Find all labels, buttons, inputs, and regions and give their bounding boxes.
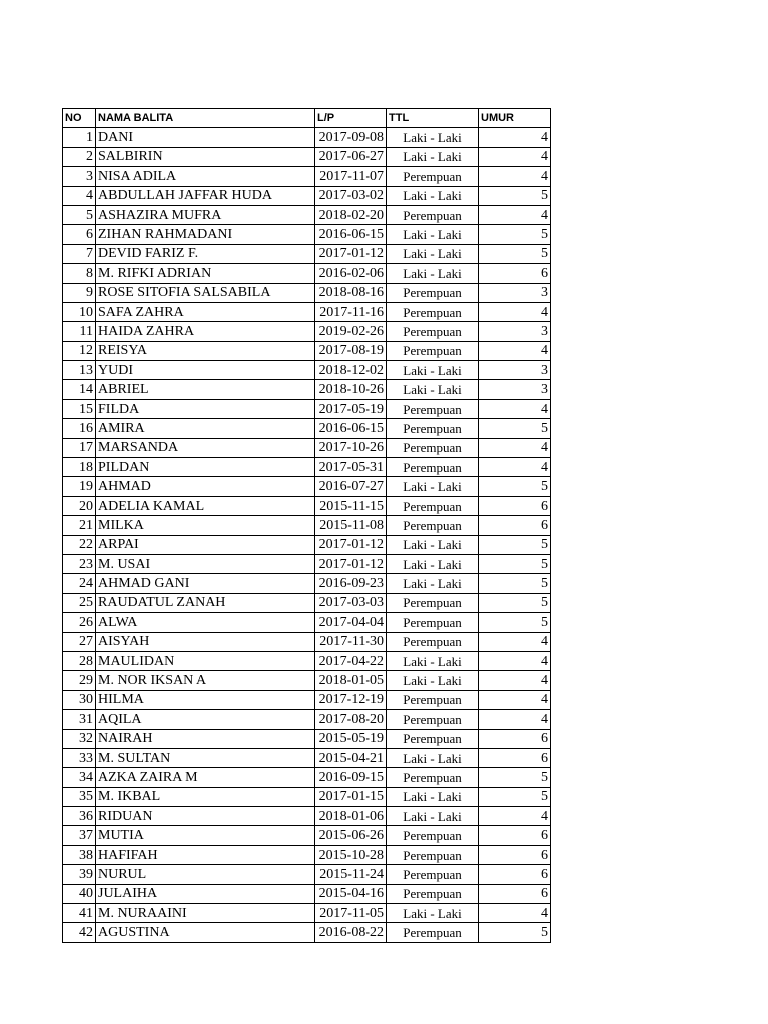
cell-nama-balita: M. RIFKI ADRIAN	[96, 264, 315, 283]
cell-lp: 2018-10-26	[315, 380, 387, 399]
cell-lp: 2016-09-23	[315, 574, 387, 593]
cell-ttl: Laki - Laki	[387, 554, 479, 573]
cell-lp: 2019-02-26	[315, 322, 387, 341]
cell-umur: 4	[479, 651, 551, 670]
cell-ttl: Perempuan	[387, 884, 479, 903]
cell-lp: 2018-02-20	[315, 205, 387, 224]
cell-no: 16	[63, 419, 96, 438]
cell-nama-balita: ALWA	[96, 613, 315, 632]
cell-umur: 5	[479, 477, 551, 496]
cell-ttl: Laki - Laki	[387, 186, 479, 205]
cell-lp: 2016-06-15	[315, 225, 387, 244]
cell-ttl: Perempuan	[387, 826, 479, 845]
table-row	[63, 147, 551, 166]
cell-no: 41	[63, 904, 96, 923]
cell-ttl: Laki - Laki	[387, 380, 479, 399]
cell-ttl: Laki - Laki	[387, 225, 479, 244]
cell-nama-balita: JULAIHA	[96, 884, 315, 903]
cell-umur: 5	[479, 787, 551, 806]
cell-ttl: Perempuan	[387, 496, 479, 515]
cell-no: 11	[63, 322, 96, 341]
cell-ttl: Laki - Laki	[387, 807, 479, 826]
table-row	[63, 593, 551, 612]
cell-nama-balita: SALBIRIN	[96, 147, 315, 166]
cell-nama-balita: M. NOR IKSAN A	[96, 671, 315, 690]
cell-lp: 2017-04-22	[315, 651, 387, 670]
cell-ttl: Laki - Laki	[387, 361, 479, 380]
cell-ttl: Perempuan	[387, 593, 479, 612]
cell-ttl: Perempuan	[387, 845, 479, 864]
cell-no: 34	[63, 768, 96, 787]
cell-no: 31	[63, 710, 96, 729]
cell-lp: 2017-09-08	[315, 128, 387, 147]
cell-ttl: Perempuan	[387, 438, 479, 457]
cell-nama-balita: MILKA	[96, 516, 315, 535]
header-no: NO	[63, 109, 96, 128]
cell-lp: 2016-08-22	[315, 923, 387, 942]
cell-nama-balita: ABDULLAH JAFFAR HUDA	[96, 186, 315, 205]
cell-no: 33	[63, 748, 96, 767]
cell-nama-balita: AZKA ZAIRA M	[96, 768, 315, 787]
cell-nama-balita: M. IKBAL	[96, 787, 315, 806]
cell-no: 22	[63, 535, 96, 554]
cell-lp: 2015-11-08	[315, 516, 387, 535]
cell-ttl: Laki - Laki	[387, 128, 479, 147]
cell-lp: 2018-08-16	[315, 283, 387, 302]
cell-nama-balita: HAFIFAH	[96, 845, 315, 864]
cell-umur: 4	[479, 710, 551, 729]
table-row	[63, 535, 551, 554]
table-row	[63, 807, 551, 826]
cell-lp: 2017-05-19	[315, 399, 387, 418]
table-row	[63, 904, 551, 923]
cell-no: 29	[63, 671, 96, 690]
cell-lp: 2017-01-12	[315, 535, 387, 554]
cell-no: 20	[63, 496, 96, 515]
cell-umur: 4	[479, 632, 551, 651]
table-row	[63, 826, 551, 845]
cell-nama-balita: MUTIA	[96, 826, 315, 845]
cell-nama-balita: ADELIA KAMAL	[96, 496, 315, 515]
cell-ttl: Perempuan	[387, 341, 479, 360]
cell-lp: 2017-08-19	[315, 341, 387, 360]
cell-nama-balita: PILDAN	[96, 458, 315, 477]
table-row	[63, 865, 551, 884]
cell-no: 5	[63, 205, 96, 224]
cell-nama-balita: YUDI	[96, 361, 315, 380]
cell-nama-balita: FILDA	[96, 399, 315, 418]
cell-ttl: Perempuan	[387, 205, 479, 224]
table-row	[63, 302, 551, 321]
cell-ttl: Perempuan	[387, 690, 479, 709]
header-row	[63, 109, 551, 128]
header-nama-balita: NAMA BALITA	[96, 109, 315, 128]
cell-lp: 2017-06-27	[315, 147, 387, 166]
cell-ttl: Laki - Laki	[387, 651, 479, 670]
cell-no: 19	[63, 477, 96, 496]
cell-no: 25	[63, 593, 96, 612]
cell-lp: 2015-11-15	[315, 496, 387, 515]
cell-umur: 5	[479, 535, 551, 554]
cell-lp: 2017-01-12	[315, 554, 387, 573]
cell-lp: 2017-11-16	[315, 302, 387, 321]
cell-nama-balita: DANI	[96, 128, 315, 147]
cell-ttl: Perempuan	[387, 458, 479, 477]
table-row	[63, 225, 551, 244]
cell-nama-balita: SAFA ZAHRA	[96, 302, 315, 321]
cell-lp: 2017-10-26	[315, 438, 387, 457]
table-row	[63, 283, 551, 302]
table-row	[63, 186, 551, 205]
table-row	[63, 845, 551, 864]
table-row	[63, 613, 551, 632]
cell-no: 1	[63, 128, 96, 147]
cell-lp: 2017-08-20	[315, 710, 387, 729]
cell-no: 30	[63, 690, 96, 709]
cell-umur: 5	[479, 244, 551, 263]
cell-umur: 6	[479, 496, 551, 515]
cell-no: 27	[63, 632, 96, 651]
cell-no: 13	[63, 361, 96, 380]
cell-lp: 2017-03-02	[315, 186, 387, 205]
cell-no: 28	[63, 651, 96, 670]
cell-nama-balita: AISYAH	[96, 632, 315, 651]
cell-no: 26	[63, 613, 96, 632]
cell-no: 6	[63, 225, 96, 244]
cell-umur: 6	[479, 884, 551, 903]
cell-ttl: Laki - Laki	[387, 477, 479, 496]
cell-umur: 5	[479, 593, 551, 612]
cell-nama-balita: RIDUAN	[96, 807, 315, 826]
cell-umur: 6	[479, 516, 551, 535]
cell-umur: 4	[479, 302, 551, 321]
cell-lp: 2015-06-26	[315, 826, 387, 845]
cell-ttl: Perempuan	[387, 768, 479, 787]
cell-ttl: Laki - Laki	[387, 574, 479, 593]
table-body	[63, 128, 551, 942]
cell-nama-balita: M. NURAAINI	[96, 904, 315, 923]
cell-nama-balita: NAIRAH	[96, 729, 315, 748]
cell-lp: 2016-02-06	[315, 264, 387, 283]
cell-umur: 5	[479, 554, 551, 573]
cell-lp: 2017-01-15	[315, 787, 387, 806]
cell-no: 38	[63, 845, 96, 864]
cell-nama-balita: ARPAI	[96, 535, 315, 554]
cell-umur: 5	[479, 419, 551, 438]
cell-lp: 2015-11-24	[315, 865, 387, 884]
table-row	[63, 923, 551, 942]
cell-umur: 4	[479, 128, 551, 147]
table-row	[63, 516, 551, 535]
cell-no: 8	[63, 264, 96, 283]
cell-no: 17	[63, 438, 96, 457]
cell-ttl: Perempuan	[387, 419, 479, 438]
table-row	[63, 264, 551, 283]
cell-umur: 5	[479, 613, 551, 632]
cell-lp: 2017-05-31	[315, 458, 387, 477]
table-row	[63, 128, 551, 147]
cell-umur: 4	[479, 205, 551, 224]
cell-lp: 2015-04-16	[315, 884, 387, 903]
cell-lp: 2016-07-27	[315, 477, 387, 496]
cell-nama-balita: MARSANDA	[96, 438, 315, 457]
cell-lp: 2017-11-05	[315, 904, 387, 923]
cell-lp: 2017-01-12	[315, 244, 387, 263]
cell-no: 7	[63, 244, 96, 263]
cell-nama-balita: REISYA	[96, 341, 315, 360]
cell-lp: 2017-11-07	[315, 167, 387, 186]
cell-umur: 6	[479, 729, 551, 748]
cell-no: 3	[63, 167, 96, 186]
cell-umur: 4	[479, 147, 551, 166]
cell-umur: 4	[479, 167, 551, 186]
cell-lp: 2016-06-15	[315, 419, 387, 438]
cell-ttl: Laki - Laki	[387, 244, 479, 263]
cell-lp: 2017-04-04	[315, 613, 387, 632]
cell-nama-balita: AHMAD	[96, 477, 315, 496]
cell-no: 21	[63, 516, 96, 535]
cell-lp: 2017-12-19	[315, 690, 387, 709]
table-row	[63, 419, 551, 438]
cell-ttl: Laki - Laki	[387, 535, 479, 554]
cell-ttl: Perempuan	[387, 302, 479, 321]
cell-lp: 2015-05-19	[315, 729, 387, 748]
table-row	[63, 380, 551, 399]
cell-ttl: Laki - Laki	[387, 748, 479, 767]
cell-umur: 6	[479, 748, 551, 767]
table-row	[63, 554, 551, 573]
cell-no: 12	[63, 341, 96, 360]
cell-ttl: Perempuan	[387, 710, 479, 729]
cell-umur: 4	[479, 438, 551, 457]
cell-umur: 4	[479, 671, 551, 690]
cell-nama-balita: AMIRA	[96, 419, 315, 438]
cell-umur: 4	[479, 458, 551, 477]
cell-umur: 5	[479, 225, 551, 244]
cell-umur: 5	[479, 186, 551, 205]
cell-no: 36	[63, 807, 96, 826]
cell-nama-balita: AHMAD GANI	[96, 574, 315, 593]
header-umur: UMUR	[479, 109, 551, 128]
cell-umur: 5	[479, 768, 551, 787]
cell-umur: 3	[479, 380, 551, 399]
cell-ttl: Laki - Laki	[387, 671, 479, 690]
cell-lp: 2017-03-03	[315, 593, 387, 612]
cell-no: 39	[63, 865, 96, 884]
cell-ttl: Perempuan	[387, 865, 479, 884]
table-row	[63, 438, 551, 457]
cell-no: 35	[63, 787, 96, 806]
cell-umur: 6	[479, 264, 551, 283]
cell-nama-balita: M. SULTAN	[96, 748, 315, 767]
cell-nama-balita: AQILA	[96, 710, 315, 729]
cell-no: 2	[63, 147, 96, 166]
cell-lp: 2018-01-06	[315, 807, 387, 826]
cell-ttl: Perempuan	[387, 167, 479, 186]
header-ttl: TTL	[387, 109, 479, 128]
cell-lp: 2015-04-21	[315, 748, 387, 767]
table-row	[63, 399, 551, 418]
table-row	[63, 205, 551, 224]
table-row	[63, 496, 551, 515]
cell-nama-balita: ZIHAN RAHMADANI	[96, 225, 315, 244]
cell-no: 14	[63, 380, 96, 399]
cell-lp: 2015-10-28	[315, 845, 387, 864]
cell-no: 40	[63, 884, 96, 903]
table-row	[63, 341, 551, 360]
table-row	[63, 361, 551, 380]
cell-nama-balita: HAIDA ZAHRA	[96, 322, 315, 341]
cell-nama-balita: NURUL	[96, 865, 315, 884]
cell-ttl: Perempuan	[387, 613, 479, 632]
table-row	[63, 748, 551, 767]
cell-ttl: Perempuan	[387, 923, 479, 942]
cell-no: 42	[63, 923, 96, 942]
cell-no: 32	[63, 729, 96, 748]
balita-table	[62, 108, 551, 943]
cell-umur: 3	[479, 361, 551, 380]
cell-umur: 6	[479, 845, 551, 864]
cell-lp: 2018-01-05	[315, 671, 387, 690]
table-row	[63, 651, 551, 670]
cell-lp: 2018-12-02	[315, 361, 387, 380]
cell-no: 37	[63, 826, 96, 845]
table-row	[63, 768, 551, 787]
cell-no: 9	[63, 283, 96, 302]
cell-ttl: Perempuan	[387, 632, 479, 651]
table-row	[63, 458, 551, 477]
table-row	[63, 710, 551, 729]
cell-nama-balita: HILMA	[96, 690, 315, 709]
table-row	[63, 167, 551, 186]
cell-nama-balita: DEVID FARIZ F.	[96, 244, 315, 263]
header-lp: L/P	[315, 109, 387, 128]
table-row	[63, 632, 551, 651]
cell-lp: 2017-11-30	[315, 632, 387, 651]
cell-ttl: Perempuan	[387, 516, 479, 535]
table-row	[63, 690, 551, 709]
cell-no: 18	[63, 458, 96, 477]
table-row	[63, 884, 551, 903]
cell-ttl: Perempuan	[387, 729, 479, 748]
cell-umur: 3	[479, 283, 551, 302]
cell-ttl: Laki - Laki	[387, 147, 479, 166]
cell-ttl: Perempuan	[387, 399, 479, 418]
cell-ttl: Laki - Laki	[387, 264, 479, 283]
cell-umur: 6	[479, 865, 551, 884]
cell-umur: 5	[479, 923, 551, 942]
cell-ttl: Laki - Laki	[387, 904, 479, 923]
table-row	[63, 477, 551, 496]
table-row	[63, 787, 551, 806]
table-row	[63, 574, 551, 593]
cell-nama-balita: ROSE SITOFIA SALSABILA	[96, 283, 315, 302]
cell-umur: 4	[479, 399, 551, 418]
cell-nama-balita: NISA ADILA	[96, 167, 315, 186]
cell-umur: 4	[479, 807, 551, 826]
cell-no: 15	[63, 399, 96, 418]
cell-no: 10	[63, 302, 96, 321]
table-row	[63, 244, 551, 263]
cell-ttl: Laki - Laki	[387, 787, 479, 806]
cell-ttl: Perempuan	[387, 283, 479, 302]
cell-nama-balita: RAUDATUL ZANAH	[96, 593, 315, 612]
cell-nama-balita: ABRIEL	[96, 380, 315, 399]
cell-lp: 2016-09-15	[315, 768, 387, 787]
cell-nama-balita: M. USAI	[96, 554, 315, 573]
cell-umur: 4	[479, 904, 551, 923]
table-row	[63, 671, 551, 690]
cell-no: 4	[63, 186, 96, 205]
cell-umur: 4	[479, 690, 551, 709]
cell-nama-balita: ASHAZIRA MUFRA	[96, 205, 315, 224]
cell-no: 23	[63, 554, 96, 573]
cell-nama-balita: MAULIDAN	[96, 651, 315, 670]
table-row	[63, 322, 551, 341]
cell-ttl: Perempuan	[387, 322, 479, 341]
cell-umur: 6	[479, 826, 551, 845]
cell-nama-balita: AGUSTINA	[96, 923, 315, 942]
table-row	[63, 729, 551, 748]
cell-umur: 4	[479, 341, 551, 360]
cell-umur: 3	[479, 322, 551, 341]
cell-umur: 5	[479, 574, 551, 593]
cell-no: 24	[63, 574, 96, 593]
